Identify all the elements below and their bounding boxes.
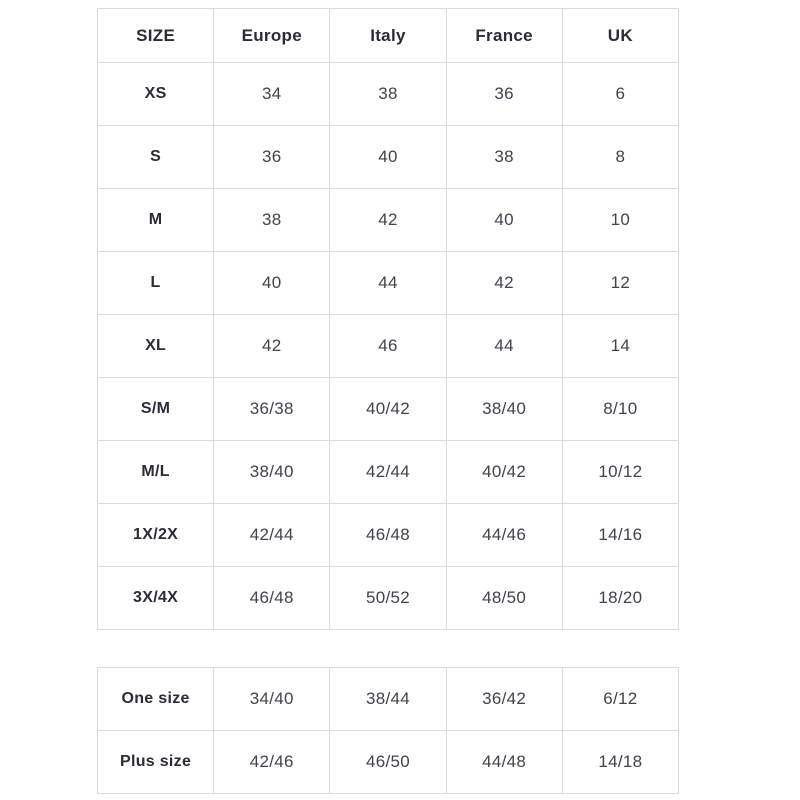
size-value: 44/48 [446,731,562,794]
size-value: 14 [562,315,678,378]
size-value: 40 [214,252,330,315]
table-row-l [98,252,679,315]
column-header-size: SIZE [98,9,214,63]
size-value: 42 [214,315,330,378]
size-value: 36 [446,63,562,126]
size-label: L [98,252,214,315]
size-value: 40/42 [330,378,446,441]
size-value: 36 [214,126,330,189]
size-label: One size [98,668,214,731]
size-value: 36/38 [214,378,330,441]
size-value: 14/18 [562,731,678,794]
size-label: M [98,189,214,252]
size-value: 40 [446,189,562,252]
table-row-one-size [98,668,679,731]
size-value: 34 [214,63,330,126]
size-value: 46/50 [330,731,446,794]
size-value: 42 [446,252,562,315]
table-row-3x-4x [98,567,679,630]
size-value: 8 [562,126,678,189]
size-label: 1X/2X [98,504,214,567]
size-value: 12 [562,252,678,315]
table-row-m-l [98,441,679,504]
size-label: S [98,126,214,189]
size-value: 36/42 [446,668,562,731]
table-row-xl [98,315,679,378]
column-header-uk: UK [562,9,678,63]
size-value: 40 [330,126,446,189]
size-value: 46/48 [214,567,330,630]
size-value: 42 [330,189,446,252]
size-value: 38/44 [330,668,446,731]
size-value: 38/40 [214,441,330,504]
size-label: S/M [98,378,214,441]
header-row [98,9,679,63]
size-value: 42/44 [330,441,446,504]
size-value: 40/42 [446,441,562,504]
size-value: 42/46 [214,731,330,794]
size-value: 6/12 [562,668,678,731]
size-value: 44/46 [446,504,562,567]
table-row-m [98,189,679,252]
column-header-italy: Italy [330,9,446,63]
size-value: 44 [446,315,562,378]
size-value: 48/50 [446,567,562,630]
size-value: 14/16 [562,504,678,567]
size-value: 10 [562,189,678,252]
size-conversion-table [97,8,679,630]
size-label: XL [98,315,214,378]
size-value: 44 [330,252,446,315]
table-row-1x-2x [98,504,679,567]
column-header-europe: Europe [214,9,330,63]
size-value: 10/12 [562,441,678,504]
column-header-france: France [446,9,562,63]
size-value: 50/52 [330,567,446,630]
size-value: 6 [562,63,678,126]
table-row-plus-size [98,731,679,794]
size-value: 8/10 [562,378,678,441]
size-value: 18/20 [562,567,678,630]
size-value: 38 [446,126,562,189]
size-label: XS [98,63,214,126]
size-value: 38/40 [446,378,562,441]
table-row-s-m [98,378,679,441]
special-sizes-table [97,667,679,794]
size-guide-page [97,8,679,794]
size-value: 46/48 [330,504,446,567]
size-value: 34/40 [214,668,330,731]
table-row-xs [98,63,679,126]
size-label: 3X/4X [98,567,214,630]
size-value: 46 [330,315,446,378]
size-value: 42/44 [214,504,330,567]
size-value: 38 [214,189,330,252]
size-label: Plus size [98,731,214,794]
table-row-s [98,126,679,189]
size-label: M/L [98,441,214,504]
size-value: 38 [330,63,446,126]
